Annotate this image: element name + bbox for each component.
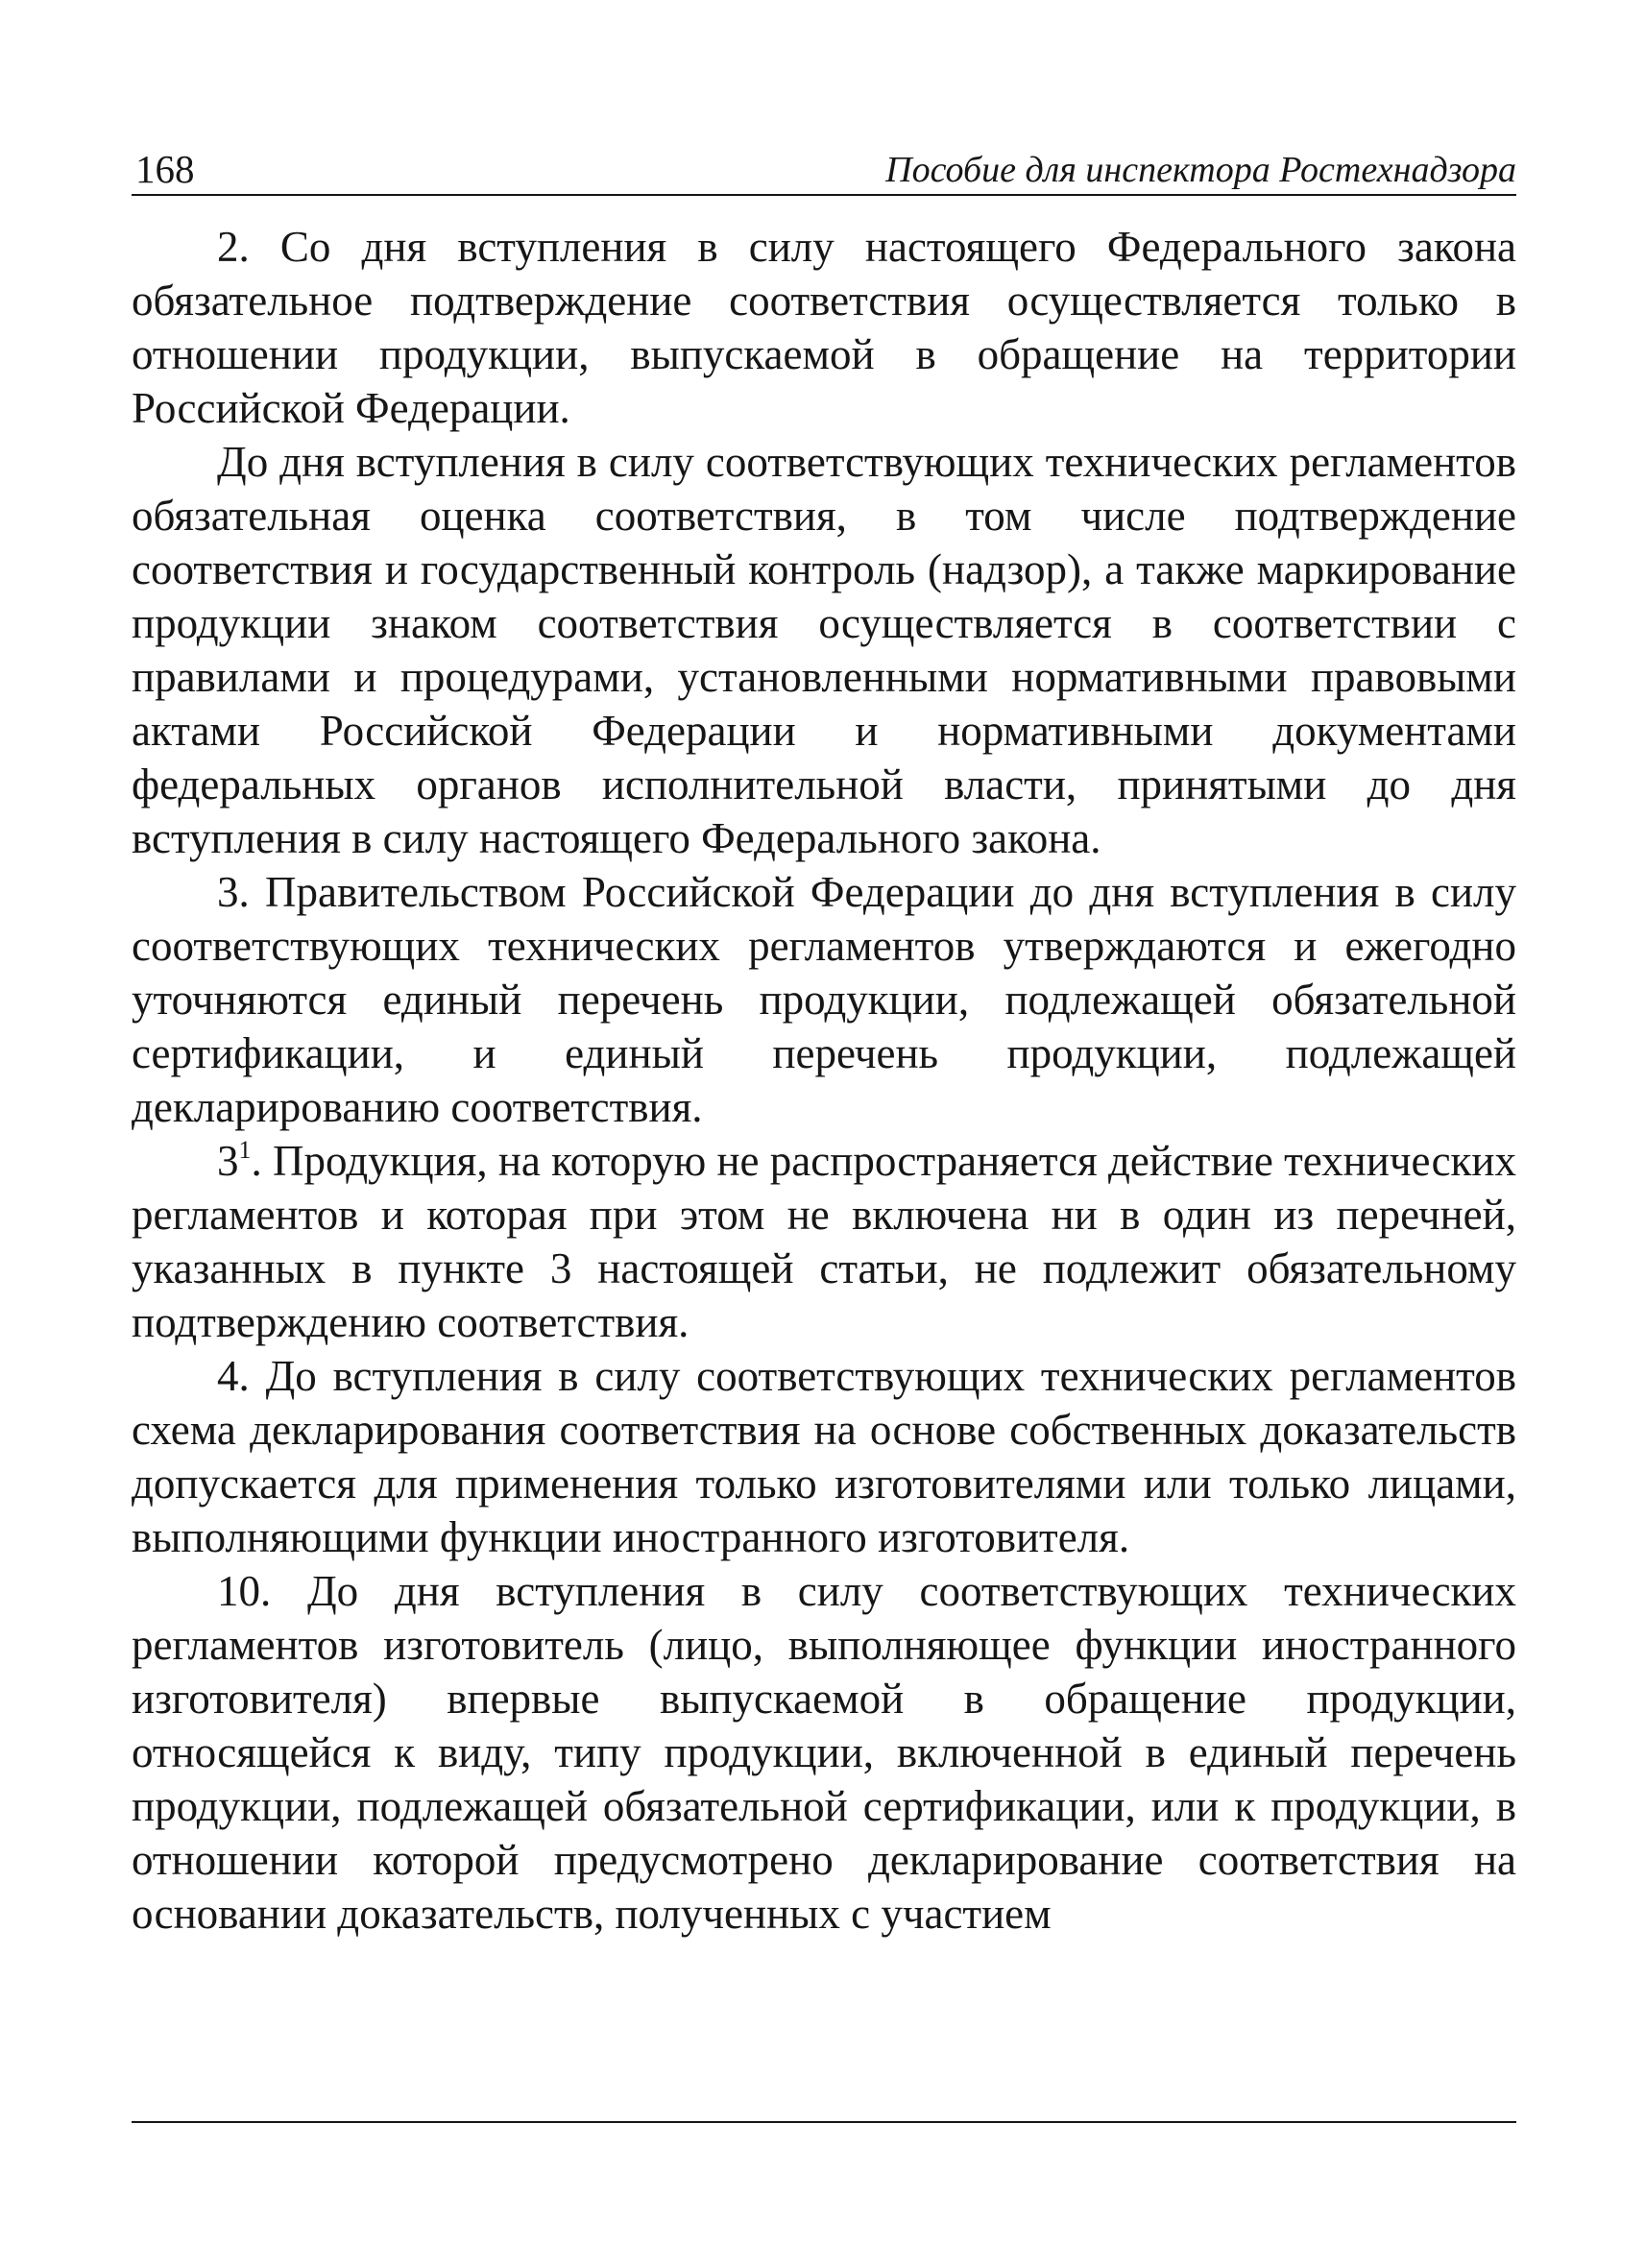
paragraph-2: 2. Со дня вступления в силу настоящего Федерального закона обязательное подтверждение соответствия осуществляется только в отношении продукции, выпускаемой в обращение на территории Российской Федерации. — [132, 223, 1516, 432]
paragraph-4: 4. До вступления в силу соответствующих технических регламентов схема декларирования соответствия на основе собственных доказательств допускается для применения только изготовителями или только лицами, выполняющими функции иностранного изготовителя. — [132, 1352, 1516, 1561]
page-number: 168 — [135, 147, 195, 191]
header-rule — [132, 194, 1516, 196]
page-body — [132, 220, 1516, 1941]
paragraph-3-1-number: 3 — [217, 1137, 239, 1185]
running-title: Пособие для инспектора Ростехнадзора — [885, 150, 1516, 190]
page-header — [132, 142, 1516, 196]
bottom-rule — [132, 2121, 1516, 2123]
paragraph-3: 3. Правительством Российской Федерации до дня вступления в силу соответствующих технических регламентов утверждаются и ежегодно уточняются единый перечень продукции, подлежащей обязательной сертификации, и единый перечень продукции, подлежащей декларированию соответствия. — [132, 868, 1516, 1131]
paragraph-10: 10. До дня вступления в силу соответствующих технических регламентов изготовитель (лицо, выполняющее функции иностранного изготовителя) впервые выпускаемой в обращение продукции, относящейся к виду, типу продукции, включенной в единый перечень продукции, подлежащей обязательной сертификации, или к продукции, в отношении которой предусмотрено декларирование соответствия на основании доказательств, полученных с участием — [132, 1567, 1516, 1938]
paragraph-3-1-superscript: 1 — [238, 1136, 252, 1164]
paragraph-2-continuation: До дня вступления в силу соответствующих технических регламентов обязательная оценка соответствия, в том числе подтверждение соответствия и государственный контроль (надзор), а также маркирование продукции знаком соответствия осуществляется в соответствии с правилами и процедурами, установленными нормативными правовыми актами Российской Федерации и нормативными документами федеральных органов исполнительной власти, принятыми до дня вступления в силу настоящего Федерального закона. — [132, 438, 1516, 862]
paragraph-3-1 — [132, 1134, 1516, 1349]
paragraph-3-1-text: . Продукция, на которую не распространяется действие технических регламентов и которая при этом не включена ни в один из перечней, указанных в пункте 3 настоящей статьи, не подлежит обязательному подтверждению соответствия. — [132, 1137, 1516, 1346]
